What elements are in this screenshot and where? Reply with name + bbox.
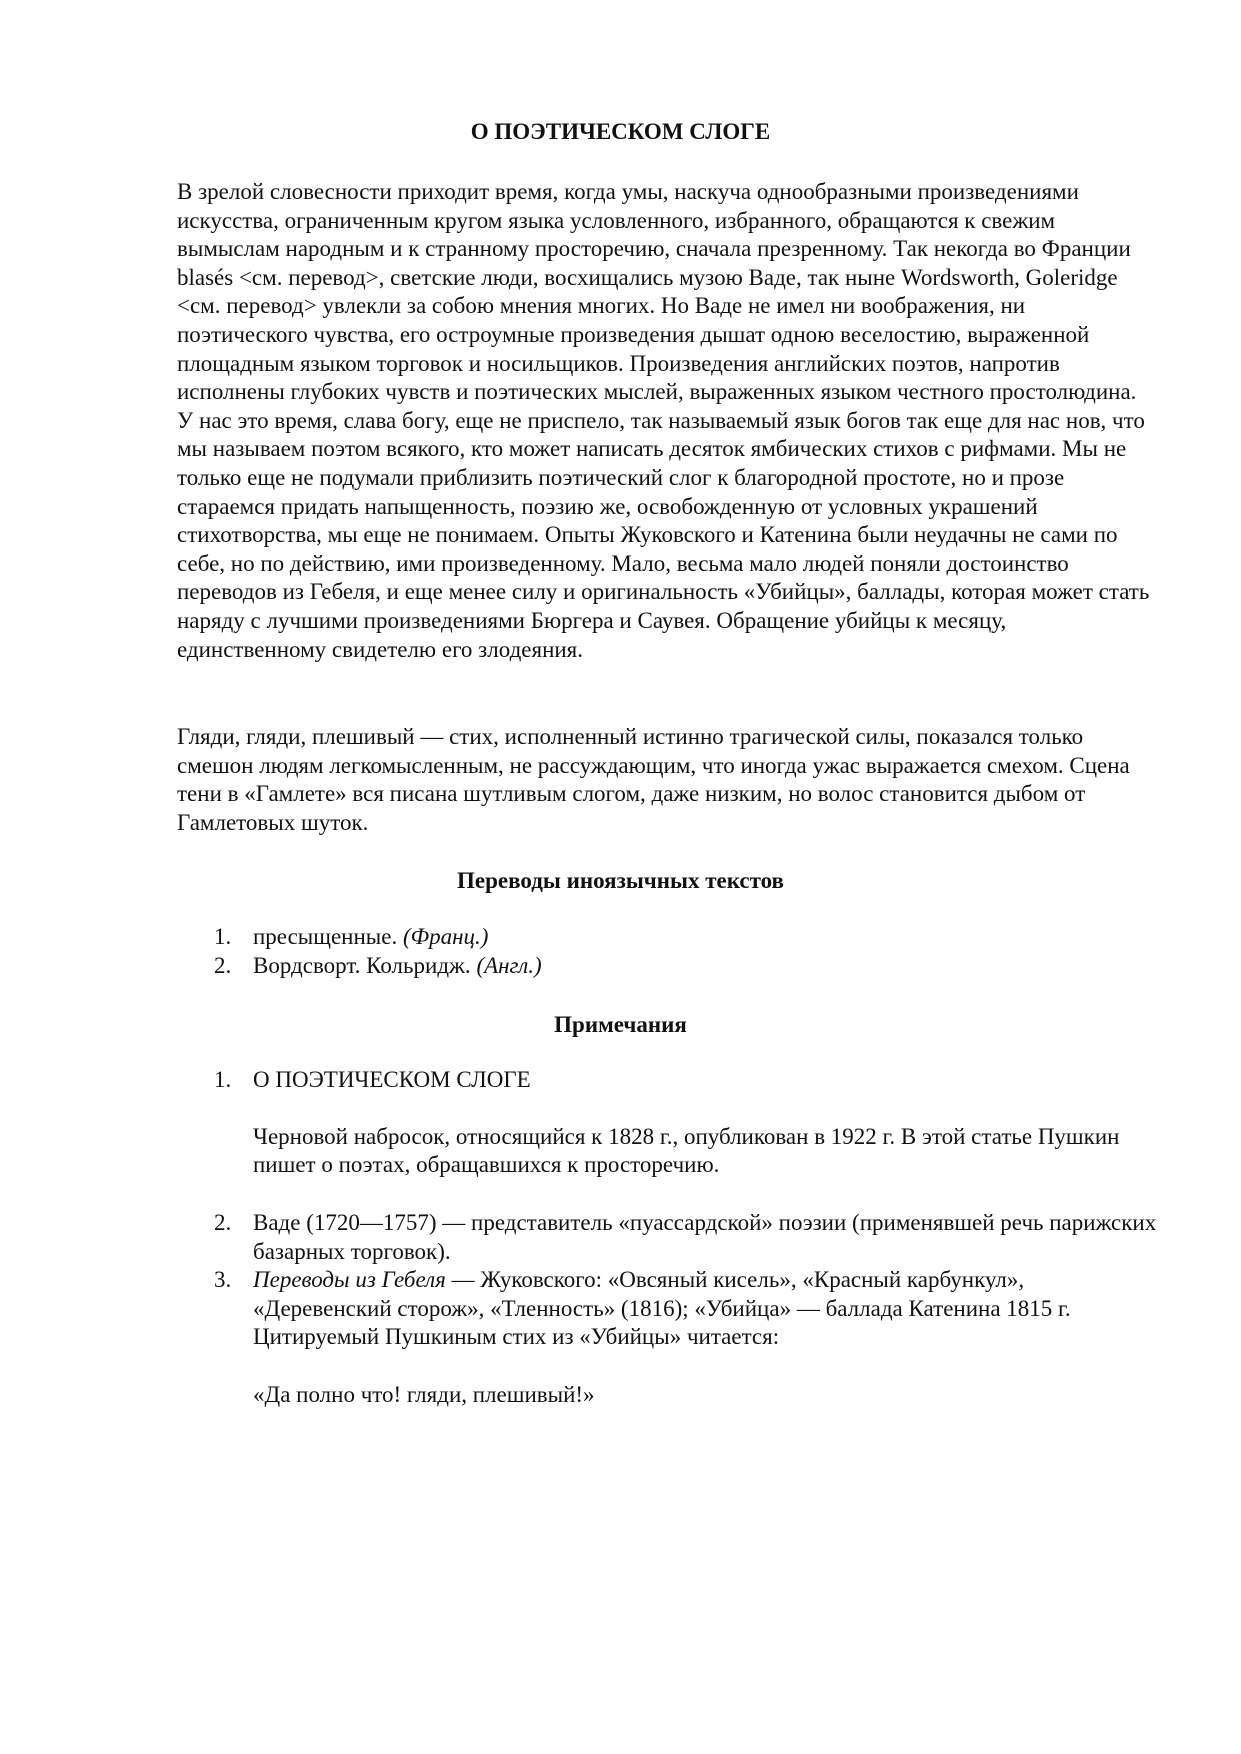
list-item	[177, 1266, 1157, 1352]
notes-list	[177, 1066, 1157, 1180]
list-item	[177, 1209, 1157, 1266]
list-number: 1.	[214, 924, 232, 949]
quote: «Да полно что! гляди, плешивый!»	[253, 1382, 595, 1407]
note-text: Ваде (1720—1757) — представитель «пуассардской» поэзии (применявшей речь парижских базарных торговок).	[253, 1210, 1157, 1264]
list-item	[177, 1066, 1157, 1180]
translations-list	[177, 923, 1157, 980]
document-title: О ПОЭТИЧЕСКОМ СЛОГЕ	[470, 119, 771, 144]
translations-heading: Переводы иноязычных текстов	[457, 868, 784, 893]
notes-heading: Примечания	[554, 1012, 687, 1037]
translation-text: Вордсворт. Кольридж.	[253, 952, 471, 978]
translation-text: пресыщенные.	[253, 924, 398, 949]
notes-list-continued	[177, 1209, 1157, 1352]
note-text: — Жуковского: «Овсяный кисель», «Красный карбункул», «Деревенский сторож», «Тленность» (1816); «Убийца» — баллада Катенина 1815 г. Цитируемый Пушкиным стих из «Убийцы» читается:	[253, 1267, 1071, 1350]
paragraph-1: В зрелой словесности приходит время, когда умы, наскуча однообразными произведениями искусства, ограниченным кругом языка условленного, избранного, обращаются к свежим вымыслам народным и к странному просторечию, сначала презренному. Так некогда во Франции blasés <см. перевод>, светские люди, восхищались музою Ваде, так ныне Wordsworth, Goleridge <см. перевод> увлекли за собою мнения многих. Но Ваде не имел ни воображения, ни поэтического чувства, его остроумные произведения дышат одною веселостию, выраженной площадным языком торговок и носильщиков. Произведения английских поэтов, напротив исполнены глубоких чувств и поэтических мыслей, выраженных языком честного простолюдина. У нас это время, слава богу, еще не приспело, так называемый язык богов так еще для нас нов, что мы называем поэтом всякого, кто может написать десяток ямбических стихов с рифмами. Мы не только еще не подумали приблизить поэтический слог к благородной простоте, но и прозе стараемся придать напыщенность, поэзию же, освобожденную от условных украшений стихотворства, мы еще не понимаем. Опыты Жуковского и Катенина были неудачны не сами по себе, но по действию, ими произведенному. Мало, весьма мало людей поняли достоинство переводов из Гебеля, и еще менее силу и оригинальность «Убийцы», баллады, которая может стать наряду с лучшими произведениями Бюргера и Саувея. Обращение убийцы к месяцу, единственному свидетелю его злодеяния.	[177, 179, 1150, 662]
list-number: 2.	[214, 952, 232, 978]
list-number: 2.	[214, 1210, 232, 1235]
note-head: О ПОЭТИЧЕСКОМ СЛОГЕ	[253, 1067, 531, 1092]
note-body: Черновой набросок, относящийся к 1828 г., опубликован в 1922 г. В этой статье Пушкин пишет о поэтах, обращавшихся к просторечию.	[253, 1123, 1120, 1178]
translation-lang: (Англ.)	[476, 952, 542, 978]
paragraph-2: Гляди, гляди, плешивый — стих, исполненный истинно трагической силы, показался только смешон людям легкомысленным, не рассуждающим, что иногда ужас выражается смехом. Сцена тени в «Гамлете» вся писана шутливым слогом, даже низким, но волос становится дыбом от Гамлетовых шуток.	[177, 724, 1130, 835]
list-item	[177, 952, 1157, 981]
note-italic: Переводы из Гебеля	[253, 1267, 446, 1293]
list-number: 3.	[214, 1267, 232, 1293]
translation-lang: (Франц.)	[402, 924, 489, 949]
list-item	[177, 923, 1157, 952]
list-number: 1.	[214, 1067, 232, 1092]
